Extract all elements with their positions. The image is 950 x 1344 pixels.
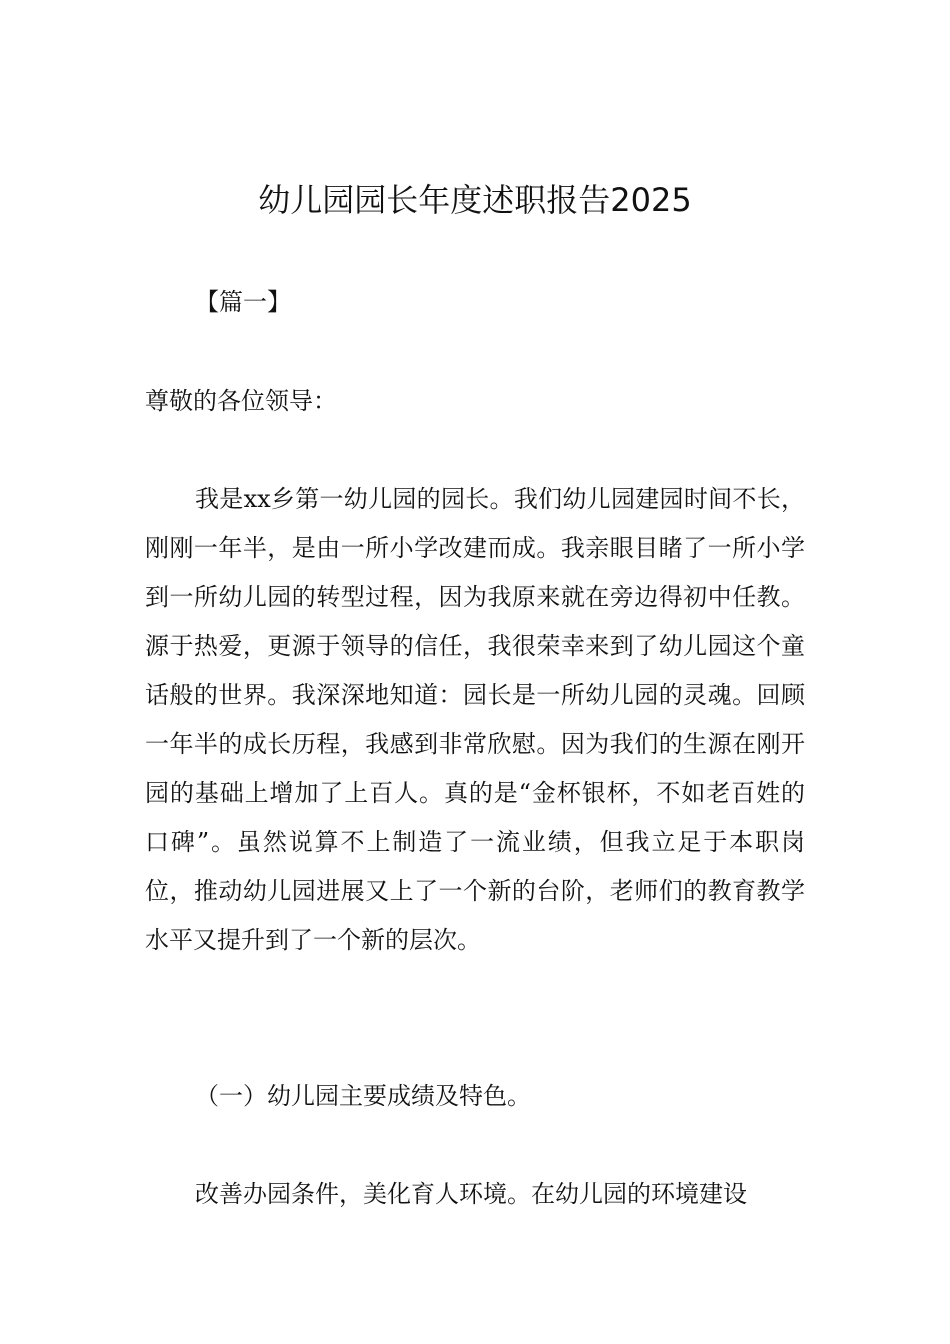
section-tag: 【篇一】: [195, 288, 291, 316]
salutation: 尊敬的各位领导：: [145, 387, 337, 415]
body-paragraph-2: 改善办园条件，美化育人环境。在幼儿园的环境建设: [195, 1180, 747, 1208]
body-paragraph-1: 我是xx乡第一幼儿园的园长。我们幼儿园建园时间不长，刚刚一年半，是由一所小学改建而成。我亲眼目睹了一所小学到一所幼儿园的转型过程，因为我原来就在旁边得初中任教。源于热爱，更源于领导的信任，我很荣幸来到了幼儿园这个童话般的世界。我深深地知道：园长是一所幼儿园的灵魂。回顾一年半的成长历程，我感到非常欣慰。因为我们的生源在刚开园的基础上增加了上百人。真的是“金杯银杯，不如老百姓的口碑”。虽然说算不上制造了一流业绩，但我立足于本职岗位，推动幼儿园进展又上了一个新的台阶，老师们的教育教学水平又提升到了一个新的层次。: [145, 485, 805, 954]
document-title: 幼儿园园长年度述职报告2025: [258, 181, 692, 219]
subheading-1: （一）幼儿园主要成绩及特色。: [195, 1082, 531, 1110]
